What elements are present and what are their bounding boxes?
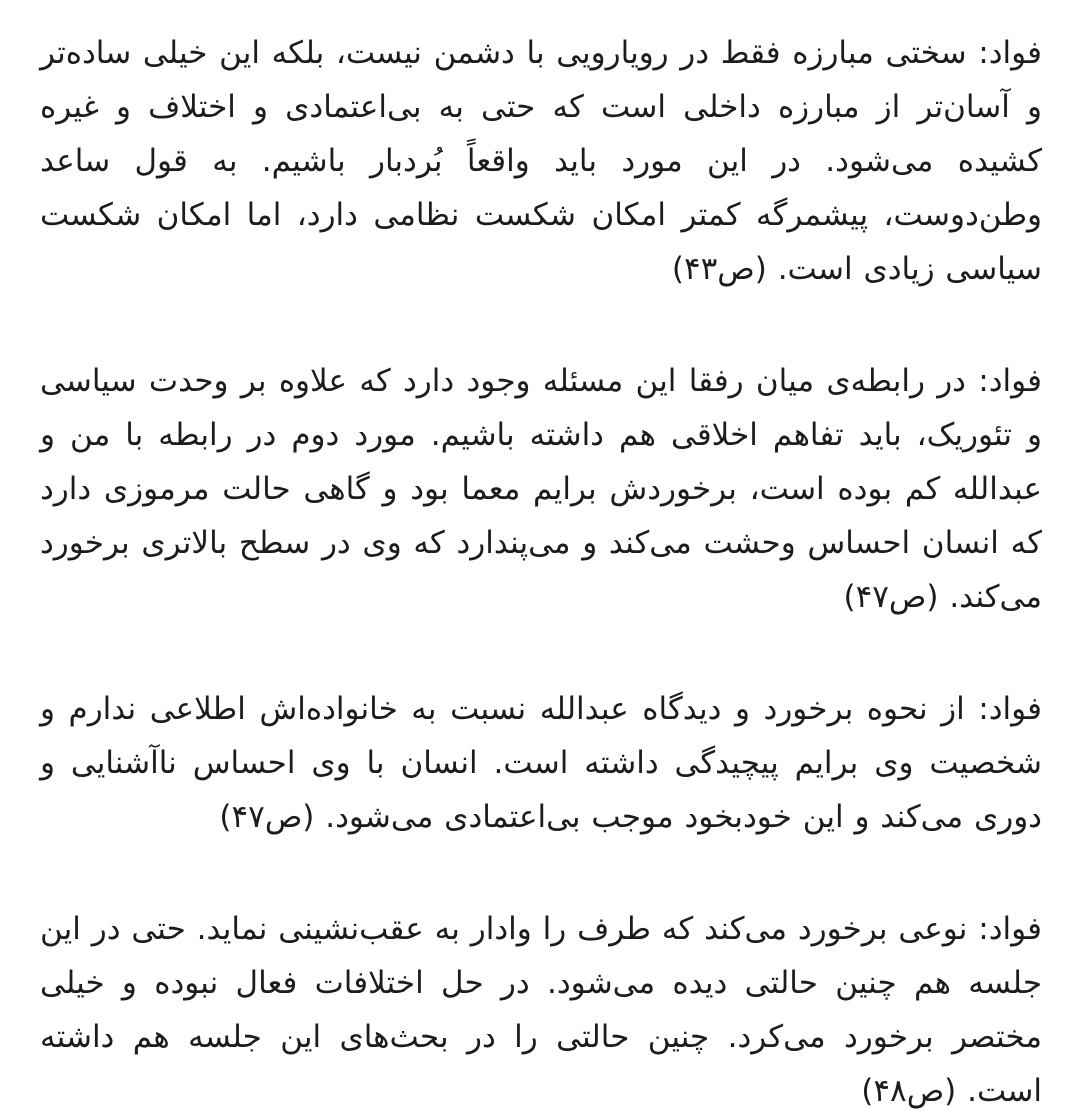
quote-paragraph-2: فواد: در رابطه‌ی میان رفقا این مسئله وجود دارد که علاوه بر وحدت سیاسی و تئوریک، باید تفاهم اخلاقی هم داشته باشیم. مورد دوم در رابطه با من و عبدالله کم بوده است، برخوردش برایم معما بود و گاهی حالت مرموزی دارد که انسان احساس وحشت می‌کند و می‌پندارد که وی در سطح بالاتری برخورد می‌کند. (ص۴۷): [40, 363, 1042, 615]
quote-paragraph-4: فواد: نوعی برخورد می‌کند که طرف را وادار به عقب‌نشینی نماید. حتی در این جلسه هم چنین حالتی دیده می‌شود. در حل اختلافات فعال نبوده و خیلی مختصر برخورد می‌کرد. چنین حالتی را در بحث‌های این جلسه هم داشته است. (ص۴۸): [40, 911, 1042, 1109]
quote-paragraph-1: فواد: سختی مبارزه فقط در رویارویی با دشمن نیست، بلکه این خیلی ساده‌تر و آسان‌تر از مبارزه داخلی است که حتی به بی‌اعتمادی و اختلاف و غیره کشیده می‌شود. در این مورد باید واقعاً بُردبار باشیم. به قول ساعد وطن‌دوست، پیشمرگه کمتر امکان شکست نظامی دارد، اما امکان شکست سیاسی زیادی است. (ص۴۳): [40, 35, 1042, 287]
quote-paragraph-3: فواد: از نحوه برخورد و دیدگاه عبدالله نسبت به خانواده‌اش اطلاعی ندارم و شخصیت وی برایم پیچیدگی داشته است. انسان با وی احساس ناآشنایی و دوری می‌کند و این خودبخود موجب بی‌اعتمادی می‌شود. (ص۴۷): [40, 691, 1042, 835]
